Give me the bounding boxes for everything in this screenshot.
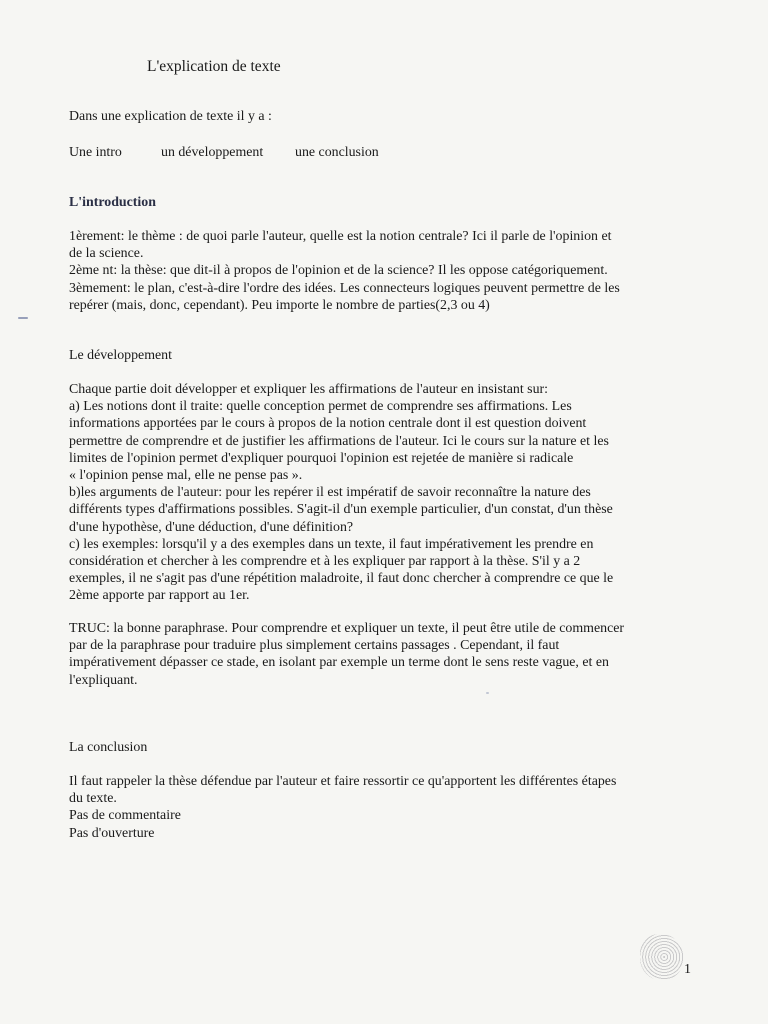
text-line: Chaque partie doit développer et expliquer les affirmations de l'auteur en insistant sur: <box>69 382 549 397</box>
text-line: Pas de commentaire <box>69 808 181 824</box>
part-conclusion: une conclusion <box>295 145 379 160</box>
text-line: 1èrement: le thème : de quoi parle l'auteur, quelle est la notion centrale? Ici il parle de l'opinion et <box>69 229 612 244</box>
text-line: Pas d'ouverture <box>69 825 155 841</box>
text-line: repérer (mais, donc, cependant). Peu importe le nombre de parties(2,3 ou 4) <box>69 297 490 313</box>
scan-speck <box>18 317 28 319</box>
text-line: 2ème apporte par rapport au 1er. <box>69 588 250 604</box>
text-line: Il faut rappeler la thèse défendue par l'auteur et faire ressortir ce qu'apportent les différentes étapes <box>69 774 617 789</box>
text-line: 2ème nt: la thèse: que dit-il à propos de l'opinion et de la science? Il les oppose catégoriquement. <box>69 263 608 279</box>
text-line: du texte. <box>69 791 117 807</box>
text-line: l'expliquant. <box>69 672 138 688</box>
conclusion-text <box>69 773 616 842</box>
text-line: « l'opinion pense mal, elle ne pense pas ». <box>69 468 303 484</box>
text-line: exemples, il ne s'agit pas d'une répétition maladroite, il faut donc chercher à comprendre ce que le <box>69 571 614 587</box>
text-line: TRUC: la bonne paraphrase. Pour comprendre et expliquer un texte, il peut être utile de commencer <box>69 621 625 636</box>
text-line: limites de l'opinion permet d'expliquer pourquoi l'opinion est rejetée de manière si radicale <box>69 450 574 466</box>
text-line: c) les exemples: lorsqu'il y a des exemples dans un texte, il faut impérativement les prendre en <box>69 536 594 552</box>
text-line: impérativement dépasser ce stade, en isolant par exemple un terme dont le sens reste vague, et en <box>69 655 609 671</box>
text-line: considération et chercher à les comprendre et à les expliquer par rapport à la thèse. S'il y a 2 <box>69 554 581 570</box>
text-line: de la science. <box>69 246 144 262</box>
text-line: permettre de comprendre et de justifier les affirmations de l'auteur. Ici le cours sur la nature et les <box>69 433 609 449</box>
part-developpement: un développement <box>161 145 264 160</box>
text-line: d'une hypothèse, d'une déduction, d'une définition? <box>69 519 354 535</box>
parts-row <box>69 144 469 162</box>
text-line: 3èmement: le plan, c'est-à-dire l'ordre des idées. Les connecteurs logiques peuvent permettre de les <box>69 280 620 296</box>
text-line: informations apportées par le cours à propos de la notion centrale dont il est question doivent <box>69 416 587 432</box>
introduction-heading: L'introduction <box>69 195 156 210</box>
developpement-text <box>69 381 613 605</box>
part-intro: Une intro <box>69 145 122 160</box>
document-title: L'explication de texte <box>147 58 281 75</box>
intro-line: Dans une explication de texte il y a : <box>69 109 272 124</box>
developpement-heading: Le développement <box>69 348 172 363</box>
text-line: différents types d'affirmations possibles. S'agit-il d'un exemple particulier, d'un constat, d'un thèse <box>69 502 613 518</box>
text-line: par de la paraphrase pour traduire plus simplement certains passages . Cependant, il faut <box>69 638 560 654</box>
text-line: b)les arguments de l'auteur: pour les repérer il est impératif de savoir reconnaître la nature des <box>69 485 591 501</box>
introduction-text <box>69 228 620 314</box>
text-line: a) Les notions dont il traite: quelle conception permet de comprendre ses affirmations. Les <box>69 399 572 415</box>
scan-speck <box>486 692 489 694</box>
page-number: 1 <box>684 962 691 977</box>
fingerprint-smudge <box>640 934 684 980</box>
truc-text <box>69 620 624 689</box>
conclusion-heading: La conclusion <box>69 740 148 755</box>
